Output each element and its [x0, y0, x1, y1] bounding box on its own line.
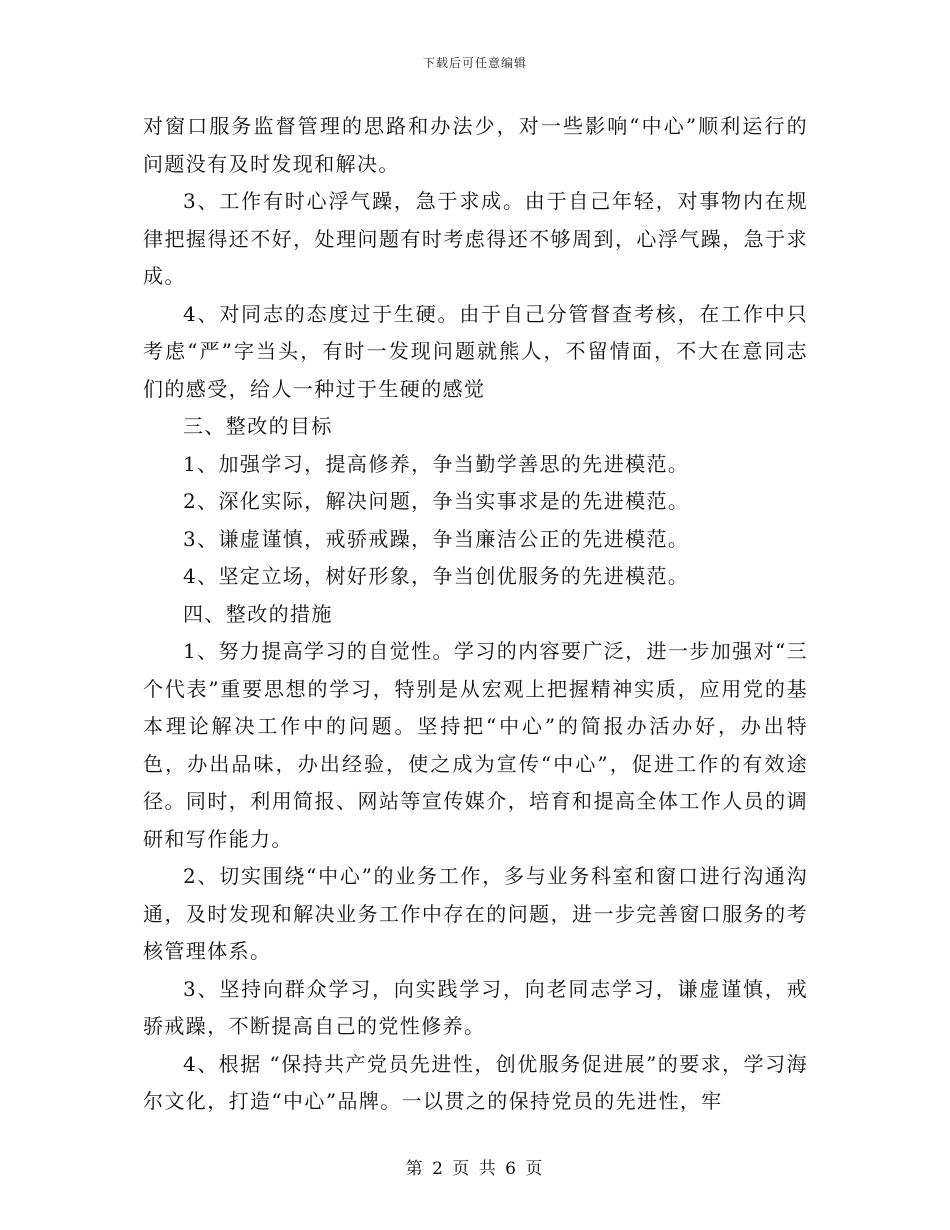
list-item: 4、坚定立场，树好形象，争当创优服务的先进模范。 — [183, 564, 690, 588]
section-heading: 四、整改的措施 — [183, 601, 333, 626]
page-header-note: 下载后可任意编辑 — [422, 56, 527, 70]
paragraph: 对窗口服务监督管理的思路和办法少，对一些影响“中心”顺利运行的问题没有及时发现和解决。 — [143, 114, 808, 176]
paragraph: 3、坚持向群众学习，向实践学习，向老同志学习，谦虚谨慎，戒骄戒躁，不断提高自己的党性修养。 — [143, 976, 808, 1038]
paragraph: 1、努力提高学习的自觉性。学习的内容要广泛，进一步加强对“三个代表”重要思想的学习，特别是从宏观上把握精神实质，应用党的基本理论解决工作中的问题。坚持把“中心”的简报办活办好，办出特色，办出品味，办出经验，使之成为宣传“中心”，促进工作的有效途径。同时，利用简报、网站等宣传媒介，培育和提高全体工作人员的调研和写作能力。 — [143, 639, 808, 851]
paragraph: 3、工作有时心浮气躁，急于求成。由于自己年轻，对事物内在规律把握得还不好，处理问题有时考虑得还不够周到，心浮气躁，急于求成。 — [143, 189, 808, 288]
document-body — [143, 108, 808, 1121]
paragraph: 4、对同志的态度过于生硬。由于自己分管督查考核，在工作中只考虑“严”字当头，有时一发现问题就熊人，不留情面，不大在意同志们的感受，给人一种过于生硬的感觉 — [143, 301, 808, 401]
section-heading: 三、整改的目标 — [183, 414, 333, 438]
paragraph: 2、切实围绕“中心”的业务工作，多与业务科室和窗口进行沟通沟通，及时发现和解决业务工作中存在的问题，进一步完善窗口服务的考核管理体系。 — [143, 864, 808, 963]
list-item: 2、深化实际，解决问题，争当实事求是的先进模范。 — [183, 489, 690, 513]
list-item: 1、加强学习，提高修养，争当勤学善思的先进模范。 — [183, 451, 690, 476]
page-number: 第 2 页 共 6 页 — [405, 1159, 545, 1179]
paragraph: 4、根据 “保持共产党员先进性，创优服务促进展”的要求，学习海尔文化，打造“中心”品牌。一以贯之的保持党员的先进性，牢 — [143, 1051, 808, 1113]
list-item: 3、谦虚谨慎，戒骄戒躁，争当廉洁公正的先进模范。 — [183, 526, 690, 551]
